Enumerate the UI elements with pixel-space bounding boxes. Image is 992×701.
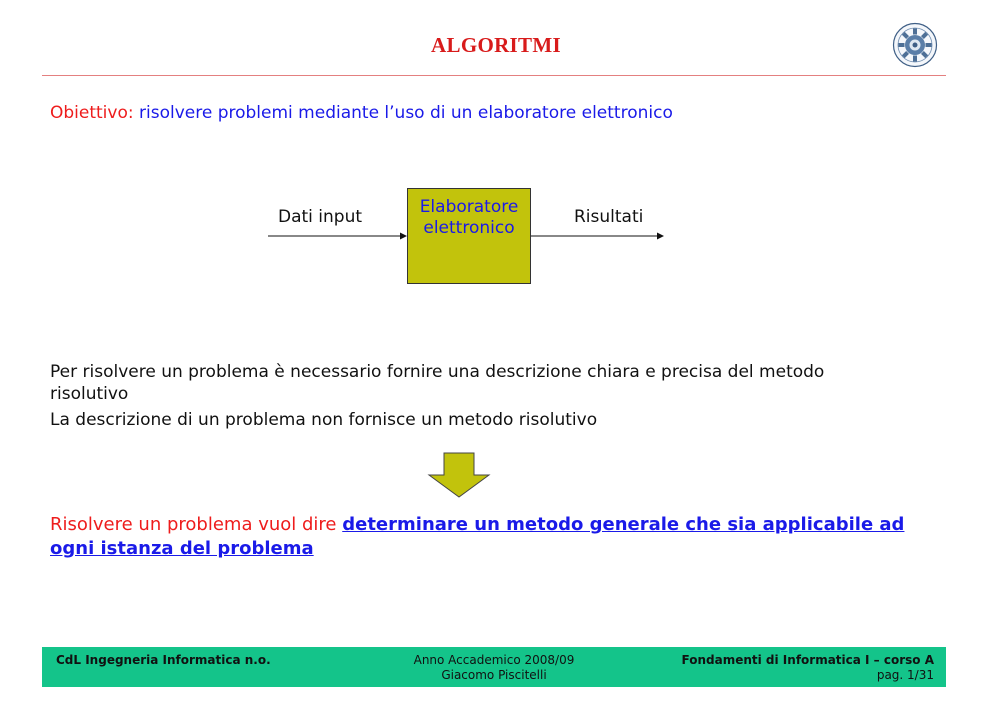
- footer-course-name: Fondamenti di Informatica I – corso A: [681, 653, 934, 667]
- output-label: Risultati: [574, 207, 644, 227]
- footer-bar: [42, 647, 946, 687]
- processor-box: [407, 188, 531, 284]
- footer-course-program: CdL Ingegneria Informatica n.o.: [56, 653, 271, 667]
- box-line-1: Elaboratore: [419, 197, 519, 217]
- conclusion-key-phrase[interactable]: determinare un metodo generale che sia applicabile ad ogni istanza del problema: [50, 514, 905, 559]
- objective-line: [50, 103, 673, 123]
- footer-page-number: pag. 1/31: [876, 668, 934, 682]
- footer-right: [682, 653, 934, 683]
- footer-author: Giacomo Piscitelli: [441, 668, 547, 682]
- page-title: ALGORITMI: [431, 33, 561, 57]
- objective-label: Obiettivo:: [50, 103, 134, 123]
- header-divider: [42, 75, 946, 76]
- conclusion: [50, 513, 950, 561]
- output-arrow: [531, 230, 667, 242]
- body-line-2: risolutivo: [50, 384, 129, 404]
- university-seal-icon: [892, 22, 938, 68]
- footer-academic-year: Anno Accademico 2008/09: [413, 653, 575, 667]
- body-line-3: La descrizione di un problema non fornisce un metodo risolutivo: [50, 410, 598, 430]
- box-line-2: elettronico: [423, 218, 515, 238]
- input-arrow: [268, 230, 410, 242]
- down-arrow-icon: [427, 452, 491, 498]
- objective-text: risolvere problemi mediante l’uso di un elaboratore elettronico: [139, 103, 673, 123]
- input-label: Dati input: [278, 207, 363, 227]
- conclusion-lead: Risolvere un problema vuol dire: [50, 514, 337, 535]
- body-line-1: Per risolvere un problema è necessario fornire una descrizione chiara e precisa del metodo: [50, 362, 825, 382]
